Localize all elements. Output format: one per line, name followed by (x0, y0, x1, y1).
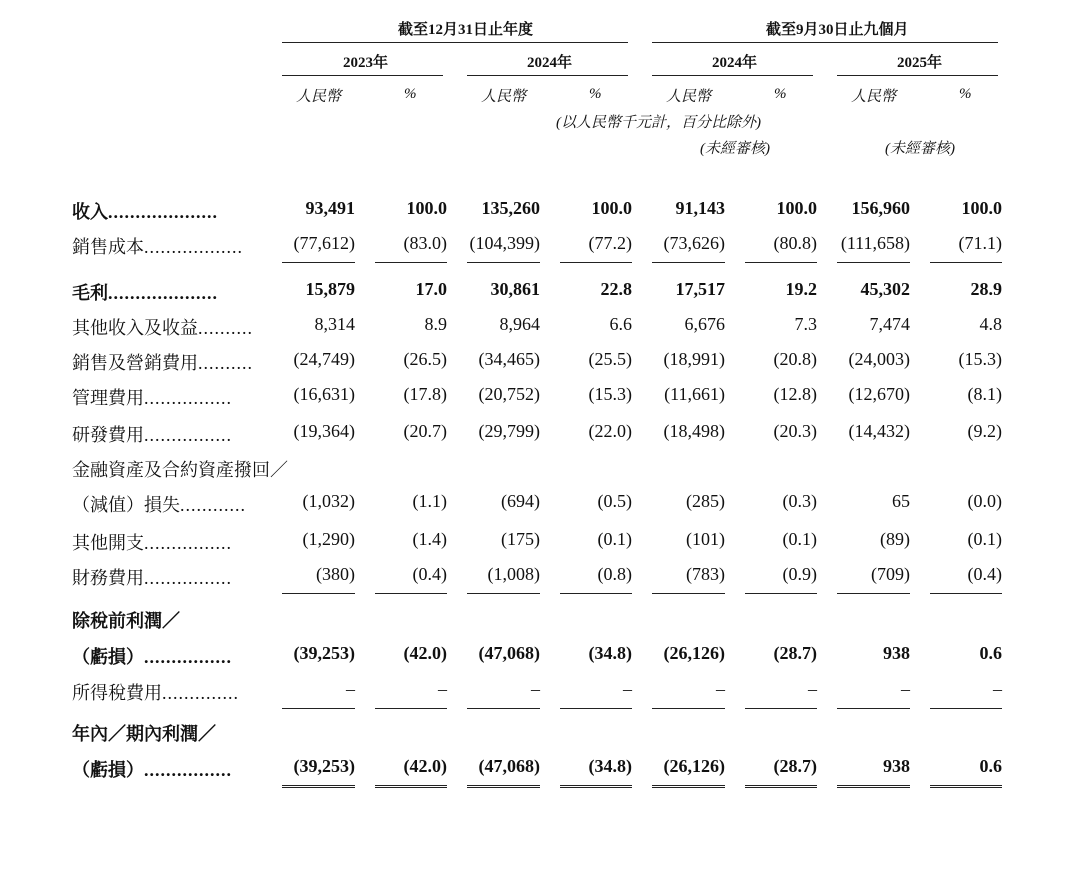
percent-cell: – (993, 679, 1002, 699)
leader-dots: .................. (144, 237, 243, 257)
percent-cell: (12.8) (773, 384, 817, 404)
leader-dots: ................ (144, 760, 232, 780)
subtotal-underline (745, 262, 817, 263)
amount-cell: (1,290) (302, 529, 355, 549)
row-label (72, 607, 180, 633)
amount-cell: 17,517 (675, 279, 725, 299)
percent-header: % (774, 86, 787, 102)
row-label-text: 除稅前利潤／ (72, 611, 180, 631)
currency-header: 人民幣 (851, 89, 897, 105)
subtotal-underline (930, 593, 1002, 594)
percent-cell: 6.6 (609, 314, 632, 334)
year-header: 2024年 (527, 55, 573, 71)
amount-cell: (709) (871, 564, 910, 584)
amount-cell: (18,498) (663, 421, 725, 441)
total-double-underline (930, 785, 1002, 788)
row-label-text: 所得稅費用 (72, 683, 162, 703)
row-label (72, 679, 239, 705)
amount-cell: 7,474 (869, 314, 910, 334)
percent-cell: (80.8) (773, 233, 817, 253)
percent-cell: 19.2 (785, 279, 817, 299)
row-label-text: 年內／期內利潤／ (72, 724, 216, 744)
percent-cell: (15.3) (588, 384, 632, 404)
year-rule (652, 75, 813, 76)
percent-cell: (20.8) (773, 349, 817, 369)
leader-dots: ................ (144, 647, 232, 667)
year-header: 2025年 (897, 55, 943, 71)
percent-cell: – (808, 679, 817, 699)
subtotal-underline (652, 708, 725, 709)
percent-cell: 8.9 (424, 314, 447, 334)
amount-cell: (24,749) (293, 349, 355, 369)
row-label-text: 研發費用 (72, 425, 144, 445)
percent-cell: 22.8 (600, 279, 632, 299)
percent-cell: 0.6 (979, 643, 1002, 663)
percent-cell: (0.3) (782, 491, 817, 511)
amount-cell: (1,008) (487, 564, 540, 584)
percent-cell: (83.0) (403, 233, 447, 253)
amount-cell: (73,626) (663, 233, 725, 253)
percent-cell: (34.8) (588, 756, 632, 776)
subtotal-underline (467, 593, 540, 594)
row-label (72, 529, 232, 555)
percent-cell: 0.6 (979, 756, 1002, 776)
percent-header: % (959, 86, 972, 102)
row-label-text: 收入 (72, 202, 108, 222)
amount-cell: – (346, 679, 355, 699)
row-label-text: （虧損） (72, 760, 144, 780)
percent-header: % (589, 86, 602, 102)
subtotal-underline (745, 593, 817, 594)
leader-dots: ................ (144, 533, 232, 553)
total-double-underline (375, 785, 447, 788)
amount-cell: (12,670) (848, 384, 910, 404)
subtotal-underline (837, 708, 910, 709)
group-rule (652, 42, 998, 43)
total-double-underline (282, 785, 355, 788)
row-label (72, 421, 232, 447)
total-double-underline (652, 785, 725, 788)
row-label-text: 銷售及營銷費用 (72, 353, 198, 373)
period-group-year: 截至12月31日止年度 (398, 22, 534, 38)
percent-cell: (0.1) (597, 529, 632, 549)
row-label-text: 毛利 (72, 283, 108, 303)
row-label (72, 643, 232, 669)
subtotal-underline (467, 262, 540, 263)
percent-cell: – (438, 679, 447, 699)
row-label (72, 198, 218, 224)
percent-cell: (26.5) (403, 349, 447, 369)
leader-dots: .............. (162, 683, 239, 703)
leader-dots: ................ (144, 388, 232, 408)
total-double-underline (560, 785, 632, 788)
percent-cell: (1.1) (412, 491, 447, 511)
amount-cell: (34,465) (478, 349, 540, 369)
year-rule (837, 75, 998, 76)
subtotal-underline (652, 593, 725, 594)
amount-cell: 8,314 (314, 314, 355, 334)
subtotal-underline (375, 593, 447, 594)
subtotal-underline (560, 262, 632, 263)
amount-cell: 65 (892, 491, 910, 511)
subtotal-underline (467, 708, 540, 709)
percent-cell: (20.7) (403, 421, 447, 441)
amount-cell: – (531, 679, 540, 699)
amount-cell: 91,143 (675, 198, 725, 218)
percent-header: % (404, 86, 417, 102)
amount-cell: 30,861 (490, 279, 540, 299)
amount-cell: (101) (686, 529, 725, 549)
amount-cell: (39,253) (293, 756, 355, 776)
percent-cell: (17.8) (403, 384, 447, 404)
row-label (72, 564, 232, 590)
percent-cell: (15.3) (958, 349, 1002, 369)
row-label (72, 491, 246, 517)
percent-cell: (0.9) (782, 564, 817, 584)
subtotal-underline (375, 708, 447, 709)
percent-cell: (71.1) (958, 233, 1002, 253)
percent-cell: 17.0 (415, 279, 447, 299)
percent-cell: (9.2) (967, 421, 1002, 441)
currency-header: 人民幣 (296, 89, 342, 105)
amount-cell: 938 (883, 643, 910, 663)
period-group-nine-months: 截至9月30日止九個月 (766, 22, 909, 38)
amount-cell: (26,126) (663, 756, 725, 776)
amount-cell: 93,491 (305, 198, 355, 218)
percent-cell: (0.1) (782, 529, 817, 549)
year-rule (282, 75, 443, 76)
currency-header: 人民幣 (481, 89, 527, 105)
total-double-underline (745, 785, 817, 788)
percent-cell: 100.0 (591, 198, 632, 218)
amount-cell: 135,260 (481, 198, 540, 218)
subtotal-underline (560, 593, 632, 594)
amount-cell: (1,032) (302, 491, 355, 511)
amount-cell: (16,631) (293, 384, 355, 404)
amount-cell: (175) (501, 529, 540, 549)
year-header: 2024年 (712, 55, 758, 71)
percent-cell: 28.9 (970, 279, 1002, 299)
amount-cell: (285) (686, 491, 725, 511)
percent-cell: (8.1) (967, 384, 1002, 404)
row-label (72, 314, 253, 340)
subtotal-underline (282, 593, 355, 594)
percent-cell: (0.0) (967, 491, 1002, 511)
row-label (72, 279, 218, 305)
amount-cell: (104,399) (469, 233, 540, 253)
row-label-text: （虧損） (72, 647, 144, 667)
amount-cell: (20,752) (478, 384, 540, 404)
currency-header: 人民幣 (666, 89, 712, 105)
percent-cell: – (623, 679, 632, 699)
subtotal-underline (560, 708, 632, 709)
percent-cell: (1.4) (412, 529, 447, 549)
leader-dots: .................... (108, 283, 218, 303)
total-double-underline (837, 785, 910, 788)
amount-cell: (47,068) (478, 643, 540, 663)
leader-dots: .......... (198, 353, 253, 373)
total-double-underline (467, 785, 540, 788)
amount-cell: (380) (316, 564, 355, 584)
percent-cell: 4.8 (979, 314, 1002, 334)
amount-cell: (14,432) (848, 421, 910, 441)
amount-cell: (89) (880, 529, 910, 549)
amount-cell: 8,964 (499, 314, 540, 334)
subtotal-underline (652, 262, 725, 263)
percent-cell: (0.1) (967, 529, 1002, 549)
row-label-text: 管理費用 (72, 388, 144, 408)
row-label (72, 349, 253, 375)
amount-cell: (111,658) (840, 233, 910, 253)
row-label-text: 銷售成本 (72, 237, 144, 257)
amount-cell: – (716, 679, 725, 699)
amount-cell: (783) (686, 564, 725, 584)
amount-cell: (39,253) (293, 643, 355, 663)
percent-cell: 100.0 (776, 198, 817, 218)
amount-cell: (694) (501, 491, 540, 511)
percent-cell: (0.8) (597, 564, 632, 584)
amount-cell: (19,364) (293, 421, 355, 441)
amount-cell: (11,661) (664, 384, 725, 404)
amount-cell: 45,302 (860, 279, 910, 299)
amount-cell: (26,126) (663, 643, 725, 663)
row-label (72, 233, 243, 259)
row-label (72, 720, 216, 746)
percent-cell: (42.0) (403, 643, 447, 663)
subtotal-underline (282, 708, 355, 709)
amount-cell: 6,676 (684, 314, 725, 334)
amount-cell: (47,068) (478, 756, 540, 776)
leader-dots: .......... (198, 318, 253, 338)
amount-cell: 156,960 (851, 198, 910, 218)
amount-cell: 938 (883, 756, 910, 776)
year-rule (467, 75, 628, 76)
row-label-text: 其他開支 (72, 533, 144, 553)
percent-cell: (28.7) (773, 756, 817, 776)
group-rule (282, 42, 628, 43)
percent-cell: (0.4) (412, 564, 447, 584)
percent-cell: (42.0) (403, 756, 447, 776)
percent-cell: (34.8) (588, 643, 632, 663)
percent-cell: (25.5) (588, 349, 632, 369)
percent-cell: 7.3 (794, 314, 817, 334)
year-header: 2023年 (343, 55, 389, 71)
amount-cell: (18,991) (663, 349, 725, 369)
subtotal-underline (837, 593, 910, 594)
row-label (72, 456, 288, 482)
percent-cell: 100.0 (961, 198, 1002, 218)
subtotal-underline (375, 262, 447, 263)
subtotal-underline (745, 708, 817, 709)
amount-cell: (77,612) (293, 233, 355, 253)
percent-cell: (0.4) (967, 564, 1002, 584)
row-label-text: 財務費用 (72, 568, 144, 588)
percent-cell: 100.0 (406, 198, 447, 218)
row-label-text: 金融資產及合約資產撥回／ (72, 460, 288, 480)
row-label (72, 384, 232, 410)
subtotal-underline (930, 708, 1002, 709)
row-label-text: 其他收入及收益 (72, 318, 198, 338)
percent-cell: (22.0) (588, 421, 632, 441)
percent-cell: (20.3) (773, 421, 817, 441)
leader-dots: .................... (108, 202, 218, 222)
subtotal-underline (930, 262, 1002, 263)
unaudited-note: (未經審核) (700, 141, 770, 157)
row-label-text: （減值）損失 (72, 495, 180, 515)
amount-cell: (24,003) (848, 349, 910, 369)
amount-cell: (29,799) (478, 421, 540, 441)
unit-note: (以人民幣千元計，百分比除外) (556, 115, 761, 131)
unaudited-note: (未經審核) (885, 141, 955, 157)
amount-cell: 15,879 (305, 279, 355, 299)
amount-cell: – (901, 679, 910, 699)
subtotal-underline (837, 262, 910, 263)
leader-dots: ................ (144, 425, 232, 445)
subtotal-underline (282, 262, 355, 263)
percent-cell: (0.5) (597, 491, 632, 511)
leader-dots: ............ (180, 495, 246, 515)
percent-cell: (28.7) (773, 643, 817, 663)
leader-dots: ................ (144, 568, 232, 588)
row-label (72, 756, 232, 782)
percent-cell: (77.2) (588, 233, 632, 253)
